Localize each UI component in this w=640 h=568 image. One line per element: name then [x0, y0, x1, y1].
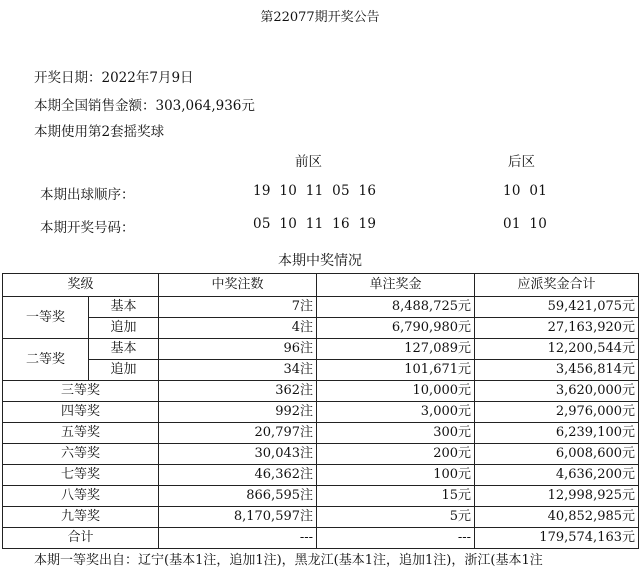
count-cell: 30,043注: [159, 444, 317, 465]
sum-count: ---: [159, 528, 317, 549]
level-cell: 六等奖: [3, 444, 159, 465]
extra-label: 追加: [89, 360, 159, 381]
count-cell: 866,595注: [159, 486, 317, 507]
table-total-row: [3, 528, 639, 549]
level-cell: 四等奖: [3, 402, 159, 423]
level-cell: 五等奖: [3, 423, 159, 444]
basic-label: 基本: [89, 339, 159, 360]
count-cell: 992注: [159, 402, 317, 423]
level-cell: 九等奖: [3, 507, 159, 528]
prize-section-title: 本期中奖情况: [278, 253, 362, 269]
count-cell: 96注: [159, 339, 317, 360]
table-row: [3, 318, 639, 339]
count-cell: 20,797注: [159, 423, 317, 444]
sum-label: 合计: [3, 528, 159, 549]
prize-cell: 8,488,725元: [317, 297, 475, 318]
col-header-count: 中奖注数: [159, 274, 317, 297]
total-cell: 4,636,200元: [475, 465, 639, 486]
total-cell: 2,976,000元: [475, 402, 639, 423]
total-cell: 3,620,000元: [475, 381, 639, 402]
col-header-total: 应派奖金合计: [475, 274, 639, 297]
table-row: [3, 423, 639, 444]
total-cell: 6,239,100元: [475, 423, 639, 444]
tier2-label: 二等奖: [3, 339, 89, 381]
ball-set-info: 本期使用第2套摇奖球: [34, 124, 165, 140]
footer-note: 本期一等奖出自：辽宁(基本1注，追加1注)，黑龙江(基本1注，追加1注)，浙江(基本1注: [34, 553, 543, 568]
table-row: [3, 297, 639, 318]
winning-numbers-label: 本期开奖号码：: [40, 220, 135, 236]
total-cell: 27,163,920元: [475, 318, 639, 339]
total-cell: 59,421,075元: [475, 297, 639, 318]
draw-order-label: 本期出球顺序：: [40, 187, 135, 203]
prize-cell: 6,790,980元: [317, 318, 475, 339]
table-row: [3, 444, 639, 465]
front-zone-header: 前区: [295, 154, 322, 170]
prize-cell: 5元: [317, 507, 475, 528]
count-cell: 7注: [159, 297, 317, 318]
draw-order-front: 19 10 11 05 16: [253, 183, 377, 199]
table-row: [3, 465, 639, 486]
tier1-label: 一等奖: [3, 297, 89, 339]
prize-cell: 100元: [317, 465, 475, 486]
count-cell: 8,170,597注: [159, 507, 317, 528]
prize-cell: 101,671元: [317, 360, 475, 381]
back-zone-header: 后区: [508, 154, 535, 170]
page-title: 第22077期开奖公告: [260, 10, 380, 25]
winning-numbers-front: 05 10 11 16 19: [253, 216, 377, 232]
draw-order-back: 10 01: [503, 183, 548, 199]
total-cell: 6,008,600元: [475, 444, 639, 465]
total-cell: 40,852,985元: [475, 507, 639, 528]
total-cell: 12,998,925元: [475, 486, 639, 507]
col-header-level: 奖级: [3, 274, 159, 297]
table-row: [3, 339, 639, 360]
table-row: [3, 360, 639, 381]
prize-cell: 300元: [317, 423, 475, 444]
count-cell: 46,362注: [159, 465, 317, 486]
prize-table: [2, 273, 639, 549]
table-row: [3, 486, 639, 507]
table-row: [3, 507, 639, 528]
prize-cell: 200元: [317, 444, 475, 465]
sum-total: 179,574,163元: [475, 528, 639, 549]
table-row: [3, 381, 639, 402]
winning-numbers-back: 01 10: [503, 216, 548, 232]
count-cell: 34注: [159, 360, 317, 381]
level-cell: 八等奖: [3, 486, 159, 507]
prize-cell: 15元: [317, 486, 475, 507]
count-cell: 362注: [159, 381, 317, 402]
count-cell: 4注: [159, 318, 317, 339]
basic-label: 基本: [89, 297, 159, 318]
total-cell: 3,456,814元: [475, 360, 639, 381]
draw-date: 开奖日期：2022年7月9日: [34, 70, 194, 86]
total-cell: 12,200,544元: [475, 339, 639, 360]
col-header-prize: 单注奖金: [317, 274, 475, 297]
sales-amount: 本期全国销售金额：303,064,936元: [34, 98, 255, 114]
prize-cell: 10,000元: [317, 381, 475, 402]
prize-cell: 3,000元: [317, 402, 475, 423]
extra-label: 追加: [89, 318, 159, 339]
table-header-row: [3, 274, 639, 297]
table-row: [3, 402, 639, 423]
level-cell: 七等奖: [3, 465, 159, 486]
level-cell: 三等奖: [3, 381, 159, 402]
sum-prize: ---: [317, 528, 475, 549]
prize-cell: 127,089元: [317, 339, 475, 360]
